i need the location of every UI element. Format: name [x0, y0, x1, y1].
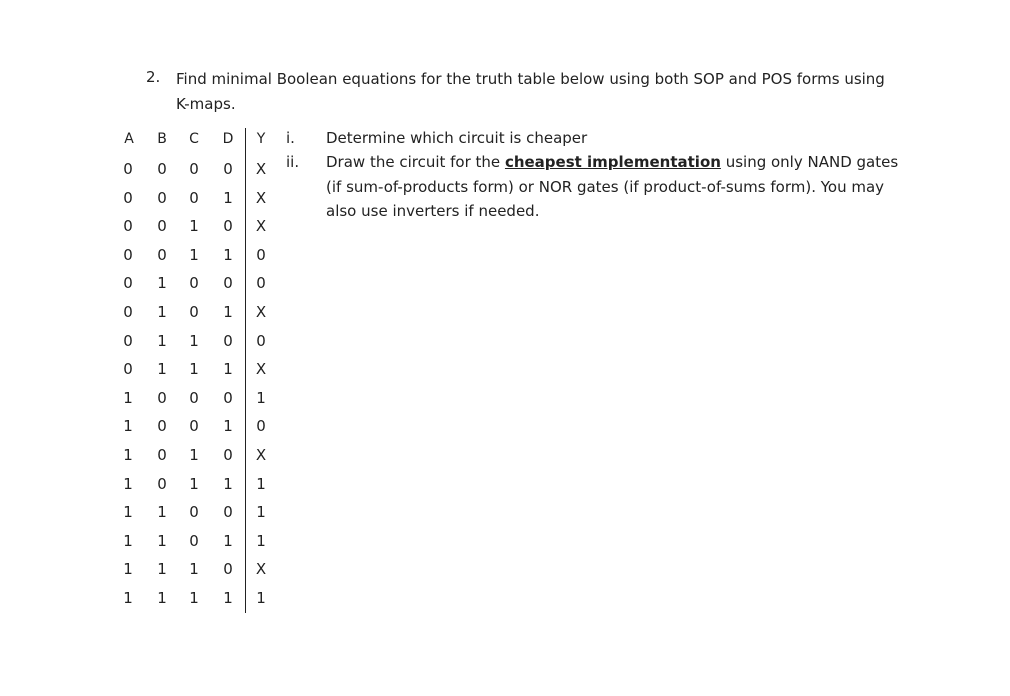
input-cell: 1 — [157, 331, 167, 350]
table-row — [112, 558, 272, 580]
input-cell: 1 — [223, 417, 233, 436]
output-cell: X — [255, 217, 267, 236]
table-row — [112, 473, 272, 495]
output-cell: 0 — [256, 245, 266, 264]
input-cell: 1 — [189, 589, 199, 607]
output-cell: X — [255, 188, 267, 207]
input-cell: 1 — [123, 417, 133, 436]
truth-table-header — [112, 128, 272, 150]
input-cell: 1 — [123, 388, 133, 407]
table-row — [112, 272, 272, 294]
input-cell: 1 — [123, 474, 133, 493]
input-cell: 0 — [223, 446, 233, 464]
table-row — [112, 330, 272, 352]
output-cell: 1 — [256, 503, 266, 522]
input-cell: 0 — [157, 446, 167, 464]
input-cell: 1 — [223, 360, 233, 379]
output-cell: 0 — [256, 331, 266, 350]
input-cell: 0 — [223, 388, 233, 407]
table-row — [112, 530, 272, 552]
input-cell: 1 — [123, 589, 133, 607]
input-cell: 0 — [123, 245, 133, 264]
input-cell: 1 — [157, 589, 167, 607]
input-cell: 0 — [123, 274, 133, 293]
input-cell: 0 — [157, 417, 167, 436]
table-row — [112, 501, 272, 523]
input-cell: 1 — [189, 360, 199, 379]
output-cell: 1 — [256, 589, 266, 607]
output-cell: X — [255, 160, 267, 178]
header-d: D — [222, 131, 234, 147]
input-cell: 1 — [223, 589, 233, 607]
input-cell: 0 — [157, 160, 167, 178]
instruction-i — [326, 126, 906, 151]
input-cell: 0 — [189, 188, 199, 207]
instruction-ii-text-start: Draw the circuit for the — [326, 153, 505, 171]
input-cell: 1 — [157, 274, 167, 293]
input-cell: 0 — [189, 274, 199, 293]
input-cell: 1 — [123, 446, 133, 464]
input-cell: 1 — [189, 560, 199, 579]
input-cell: 1 — [189, 331, 199, 350]
input-cell: 0 — [123, 188, 133, 207]
instruction-ii — [326, 150, 906, 224]
instruction-ii-text-end: using only NAND gates (if sum-of-products form) or NOR gates (if product-of-sums form). You may also use inverters if needed. — [326, 153, 899, 220]
table-row — [112, 244, 272, 266]
input-cell: 0 — [157, 474, 167, 493]
input-cell: 0 — [189, 417, 199, 436]
table-row — [112, 158, 272, 180]
input-cell: 0 — [223, 160, 233, 178]
input-cell: 0 — [157, 388, 167, 407]
input-cell: 0 — [189, 160, 199, 178]
table-row — [112, 587, 272, 609]
table-row — [112, 358, 272, 380]
input-cell: 1 — [189, 217, 199, 236]
input-cell: 1 — [157, 531, 167, 550]
input-cell: 1 — [123, 503, 133, 522]
input-cell: 1 — [223, 474, 233, 493]
input-cell: 0 — [123, 303, 133, 321]
input-cell: 1 — [223, 531, 233, 550]
input-cell: 1 — [157, 303, 167, 321]
output-cell: 1 — [256, 474, 266, 493]
table-row — [112, 187, 272, 209]
output-cell: X — [255, 360, 267, 379]
problem-number: 2. — [146, 68, 161, 86]
input-cell: 0 — [189, 503, 199, 522]
input-cell: 1 — [189, 474, 199, 493]
input-cell: 0 — [157, 217, 167, 236]
input-cell: 0 — [223, 217, 233, 236]
table-row — [112, 215, 272, 237]
input-cell: 0 — [189, 303, 199, 321]
input-cell: 0 — [123, 217, 133, 236]
output-cell: X — [255, 560, 267, 579]
problem-statement: Find minimal Boolean equations for the truth table below using both SOP and POS forms using K-maps. — [176, 70, 885, 113]
input-cell: 1 — [223, 188, 233, 207]
input-cell: 1 — [123, 531, 133, 550]
output-cell: X — [255, 446, 267, 464]
output-cell: 1 — [256, 531, 266, 550]
input-cell: 0 — [223, 560, 233, 579]
output-column-divider — [245, 128, 246, 613]
input-cell: 1 — [157, 360, 167, 379]
input-cell: 1 — [189, 245, 199, 264]
instruction-i-text: Determine which circuit is cheaper — [326, 129, 588, 147]
input-cell: 0 — [123, 331, 133, 350]
input-cell: 0 — [189, 531, 199, 550]
output-cell: X — [255, 303, 267, 321]
output-cell: 1 — [256, 388, 266, 407]
header-a: A — [124, 131, 134, 147]
input-cell: 1 — [157, 560, 167, 579]
input-cell: 1 — [157, 503, 167, 522]
input-cell: 0 — [157, 245, 167, 264]
input-cell: 0 — [223, 331, 233, 350]
input-cell: 0 — [123, 160, 133, 178]
table-row — [112, 387, 272, 409]
input-cell: 1 — [123, 560, 133, 579]
table-row — [112, 301, 272, 323]
input-cell: 0 — [223, 274, 233, 293]
input-cell: 1 — [223, 303, 233, 321]
header-c: C — [189, 131, 199, 147]
input-cell: 1 — [189, 446, 199, 464]
output-cell: 0 — [256, 274, 266, 293]
input-cell: 0 — [123, 360, 133, 379]
input-cell: 0 — [157, 188, 167, 207]
header-b: B — [157, 131, 167, 147]
table-row — [112, 415, 272, 437]
output-cell: 0 — [256, 417, 266, 436]
header-y: Y — [256, 131, 266, 147]
input-cell: 0 — [189, 388, 199, 407]
item-numeral-ii: ii. — [286, 153, 300, 171]
item-numeral-i: i. — [286, 129, 295, 147]
table-row — [112, 444, 272, 466]
input-cell: 1 — [223, 245, 233, 264]
input-cell: 0 — [223, 503, 233, 522]
instruction-ii-emphasis: cheapest implementation — [504, 153, 721, 171]
